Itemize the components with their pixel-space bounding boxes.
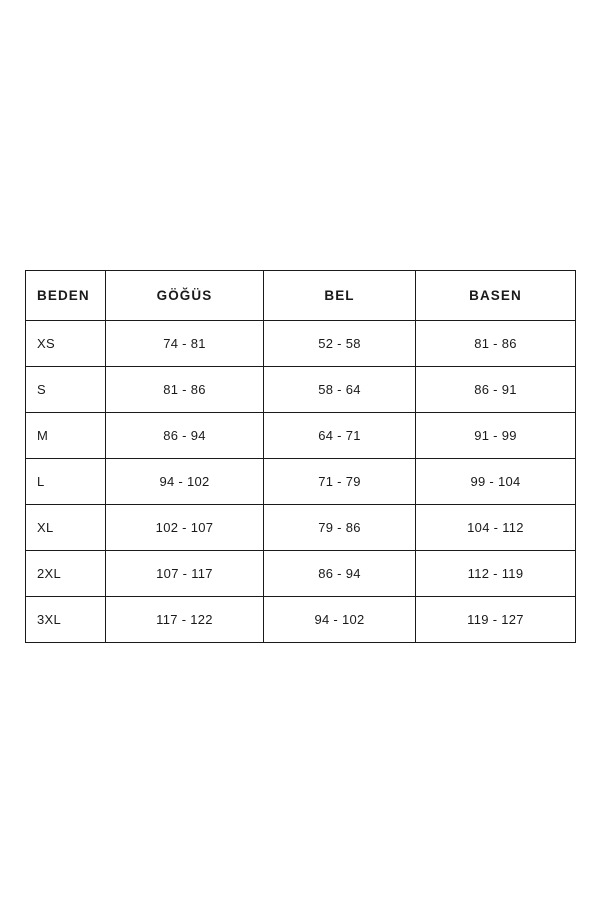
cell-bel: 58 - 64: [264, 367, 416, 413]
table-header: [26, 271, 576, 321]
cell-bel: 86 - 94: [264, 551, 416, 597]
cell-gogus: 117 - 122: [106, 597, 264, 643]
cell-basen: 81 - 86: [416, 321, 576, 367]
cell-size: 3XL: [26, 597, 106, 643]
cell-bel: 52 - 58: [264, 321, 416, 367]
table-row: [26, 551, 576, 597]
cell-gogus: 107 - 117: [106, 551, 264, 597]
table-row: [26, 505, 576, 551]
cell-size: L: [26, 459, 106, 505]
cell-basen: 91 - 99: [416, 413, 576, 459]
cell-gogus: 86 - 94: [106, 413, 264, 459]
cell-size: XL: [26, 505, 106, 551]
cell-bel: 94 - 102: [264, 597, 416, 643]
cell-size: S: [26, 367, 106, 413]
table-row: [26, 597, 576, 643]
cell-gogus: 94 - 102: [106, 459, 264, 505]
cell-bel: 79 - 86: [264, 505, 416, 551]
cell-basen: 99 - 104: [416, 459, 576, 505]
table-row: [26, 321, 576, 367]
table-row: [26, 413, 576, 459]
cell-basen: 86 - 91: [416, 367, 576, 413]
cell-gogus: 81 - 86: [106, 367, 264, 413]
size-chart-table: [25, 270, 576, 643]
cell-basen: 104 - 112: [416, 505, 576, 551]
column-header-gogus: GÖĞÜS: [106, 271, 264, 321]
table-row: [26, 459, 576, 505]
cell-size: M: [26, 413, 106, 459]
cell-size: XS: [26, 321, 106, 367]
cell-bel: 71 - 79: [264, 459, 416, 505]
cell-gogus: 74 - 81: [106, 321, 264, 367]
table-row: [26, 367, 576, 413]
column-header-bel: BEL: [264, 271, 416, 321]
cell-basen: 119 - 127: [416, 597, 576, 643]
size-chart-container: [25, 270, 575, 643]
cell-bel: 64 - 71: [264, 413, 416, 459]
table-body: [26, 321, 576, 643]
cell-basen: 112 - 119: [416, 551, 576, 597]
table-header-row: [26, 271, 576, 321]
cell-gogus: 102 - 107: [106, 505, 264, 551]
column-header-basen: BASEN: [416, 271, 576, 321]
column-header-beden: BEDEN: [26, 271, 106, 321]
cell-size: 2XL: [26, 551, 106, 597]
